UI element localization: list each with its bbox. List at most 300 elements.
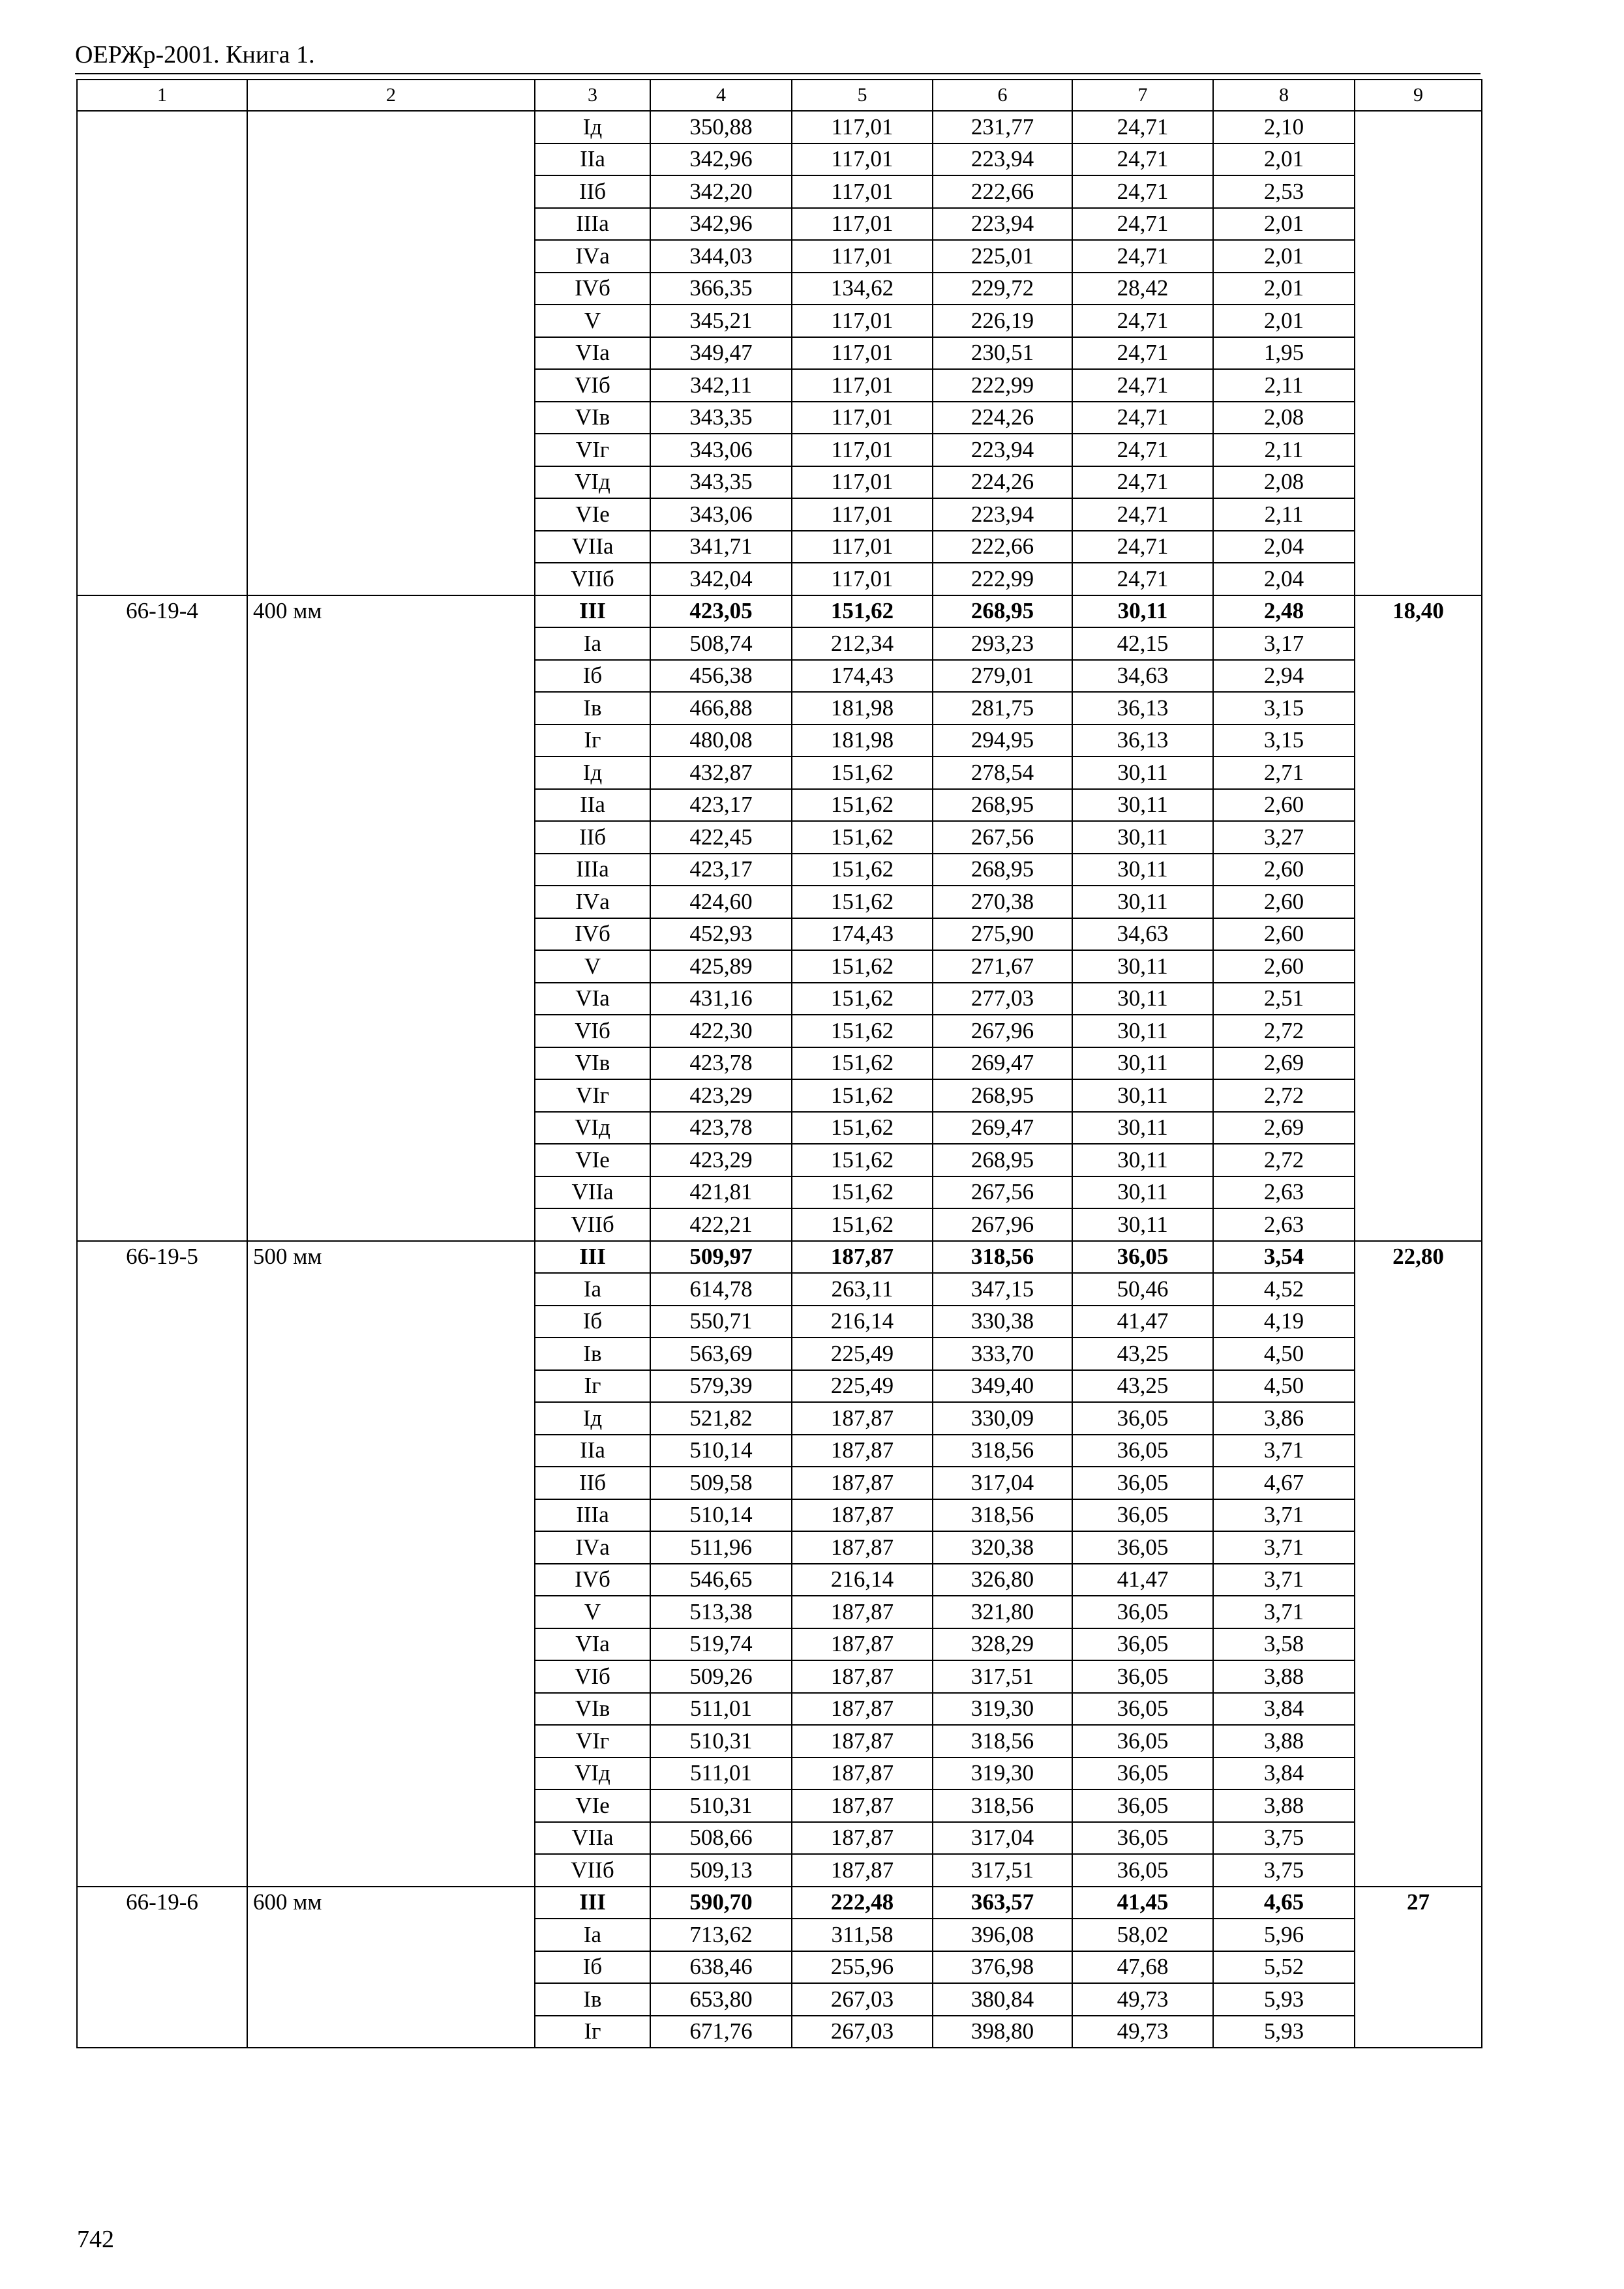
category-cell: IIа: [535, 143, 650, 176]
value-cell-6: 279,01: [933, 660, 1072, 693]
rates-table: [76, 79, 1482, 2048]
category-cell: IIIа: [535, 1499, 650, 1532]
value-cell-6: 222,99: [933, 563, 1072, 595]
value-cell-5: 151,62: [792, 1208, 933, 1241]
pipe-diameter-cell: 500 мм: [247, 1241, 535, 1887]
category-cell: VIг: [535, 434, 650, 466]
value-cell-8: 2,60: [1213, 789, 1355, 822]
value-cell-5: 263,11: [792, 1273, 933, 1306]
value-cell-6: 318,56: [933, 1435, 1072, 1467]
category-cell: Iа: [535, 627, 650, 660]
column-9-cell: [1355, 111, 1482, 595]
category-cell: VIIа: [535, 531, 650, 563]
category-cell: V: [535, 1596, 650, 1628]
value-cell-7: 34,63: [1072, 918, 1213, 951]
value-cell-5: 117,01: [792, 175, 933, 208]
value-cell-8: 3,71: [1213, 1564, 1355, 1596]
value-cell-5: 117,01: [792, 402, 933, 434]
value-cell-7: 30,11: [1072, 1079, 1213, 1112]
rates-table-body: [77, 80, 1482, 2048]
value-cell-7: 41,47: [1072, 1564, 1213, 1596]
value-cell-7: 24,71: [1072, 175, 1213, 208]
category-cell: VIв: [535, 402, 650, 434]
value-cell-5: 181,98: [792, 725, 933, 757]
category-cell: VIа: [535, 337, 650, 370]
value-cell-4: 423,29: [650, 1079, 792, 1112]
value-cell-5: 187,87: [792, 1725, 933, 1758]
category-cell: Iв: [535, 1983, 650, 2016]
value-cell-7: 36,13: [1072, 725, 1213, 757]
value-cell-5: 187,87: [792, 1758, 933, 1790]
value-cell-4: 466,88: [650, 692, 792, 725]
value-cell-7: 24,71: [1072, 240, 1213, 273]
value-cell-5: 151,62: [792, 756, 933, 789]
category-cell: V: [535, 950, 650, 983]
value-cell-5: 151,62: [792, 789, 933, 822]
category-cell: VIе: [535, 1789, 650, 1822]
value-cell-4: 519,74: [650, 1628, 792, 1661]
value-cell-6: 223,94: [933, 498, 1072, 531]
value-cell-7: 42,15: [1072, 627, 1213, 660]
category-cell: VIд: [535, 1758, 650, 1790]
value-cell-5: 187,87: [792, 1596, 933, 1628]
value-cell-7: 30,11: [1072, 950, 1213, 983]
value-cell-6: 318,56: [933, 1789, 1072, 1822]
value-cell-8: 5,93: [1213, 1983, 1355, 2016]
value-cell-4: 342,20: [650, 175, 792, 208]
pipe-diameter-cell: 400 мм: [247, 595, 535, 1241]
value-cell-6: 294,95: [933, 725, 1072, 757]
category-cell: IVа: [535, 886, 650, 918]
value-cell-7: 36,05: [1072, 1531, 1213, 1564]
category-cell: IVб: [535, 918, 650, 951]
value-cell-5: 174,43: [792, 918, 933, 951]
value-cell-8: 2,11: [1213, 498, 1355, 531]
rate-code-cell: 66-19-5: [77, 1241, 247, 1887]
value-cell-6: 230,51: [933, 337, 1072, 370]
value-cell-8: 3,88: [1213, 1789, 1355, 1822]
value-cell-8: 3,71: [1213, 1531, 1355, 1564]
value-cell-7: 30,11: [1072, 756, 1213, 789]
value-cell-8: 5,52: [1213, 1951, 1355, 1984]
value-cell-7: 24,71: [1072, 531, 1213, 563]
category-cell: IIб: [535, 821, 650, 854]
value-cell-7: 24,71: [1072, 498, 1213, 531]
column-number: 5: [792, 80, 933, 111]
category-cell: VIе: [535, 1144, 650, 1176]
category-cell: VIб: [535, 1015, 650, 1047]
rate-code-cell: [77, 111, 247, 595]
value-cell-7: 24,71: [1072, 466, 1213, 499]
value-cell-8: 4,19: [1213, 1306, 1355, 1338]
value-cell-4: 510,14: [650, 1435, 792, 1467]
value-cell-6: 349,40: [933, 1370, 1072, 1403]
value-cell-7: 24,71: [1072, 337, 1213, 370]
value-cell-8: 2,10: [1213, 111, 1355, 143]
value-cell-7: 30,11: [1072, 1047, 1213, 1080]
value-cell-6: 223,94: [933, 208, 1072, 241]
value-cell-4: 343,06: [650, 434, 792, 466]
value-cell-5: 174,43: [792, 660, 933, 693]
category-cell: Iг: [535, 2016, 650, 2048]
value-cell-6: 222,99: [933, 369, 1072, 402]
value-cell-4: 423,05: [650, 595, 792, 628]
value-cell-4: 508,74: [650, 627, 792, 660]
value-cell-6: 376,98: [933, 1951, 1072, 1984]
value-cell-4: 366,35: [650, 273, 792, 305]
value-cell-5: 151,62: [792, 1112, 933, 1144]
value-cell-7: 36,13: [1072, 692, 1213, 725]
value-cell-6: 320,38: [933, 1531, 1072, 1564]
category-cell: VIв: [535, 1047, 650, 1080]
value-cell-5: 151,62: [792, 983, 933, 1015]
value-cell-5: 267,03: [792, 1983, 933, 2016]
category-cell: Iв: [535, 1338, 650, 1370]
category-cell: VIIа: [535, 1822, 650, 1855]
value-cell-8: 5,96: [1213, 1919, 1355, 1951]
value-cell-4: 508,66: [650, 1822, 792, 1855]
value-cell-8: 2,11: [1213, 369, 1355, 402]
table-row: [77, 1241, 1482, 1274]
value-cell-4: 423,29: [650, 1144, 792, 1176]
category-cell: VIв: [535, 1693, 650, 1726]
value-cell-8: 2,01: [1213, 143, 1355, 176]
value-cell-5: 216,14: [792, 1306, 933, 1338]
value-cell-6: 223,94: [933, 434, 1072, 466]
value-cell-4: 423,78: [650, 1047, 792, 1080]
category-cell: VIIб: [535, 563, 650, 595]
value-cell-5: 216,14: [792, 1564, 933, 1596]
value-cell-4: 509,97: [650, 1241, 792, 1274]
value-cell-8: 3,54: [1213, 1241, 1355, 1274]
value-cell-6: 326,80: [933, 1564, 1072, 1596]
column-9-cell: 27: [1355, 1887, 1482, 2048]
column-number: 1: [77, 80, 247, 111]
value-cell-8: 3,58: [1213, 1628, 1355, 1661]
category-cell: IVб: [535, 1564, 650, 1596]
category-cell: IVа: [535, 240, 650, 273]
category-cell: IIIа: [535, 854, 650, 886]
value-cell-5: 187,87: [792, 1628, 933, 1661]
value-cell-4: 422,30: [650, 1015, 792, 1047]
value-cell-6: 222,66: [933, 175, 1072, 208]
value-cell-6: 268,95: [933, 595, 1072, 628]
value-cell-7: 36,05: [1072, 1435, 1213, 1467]
rate-code-cell: 66-19-6: [77, 1887, 247, 2048]
value-cell-4: 638,46: [650, 1951, 792, 1984]
value-cell-4: 342,11: [650, 369, 792, 402]
value-cell-7: 30,11: [1072, 886, 1213, 918]
table-row: [77, 1887, 1482, 1919]
value-cell-5: 117,01: [792, 305, 933, 337]
value-cell-7: 36,05: [1072, 1660, 1213, 1693]
value-cell-8: 3,15: [1213, 692, 1355, 725]
value-cell-8: 3,71: [1213, 1596, 1355, 1628]
value-cell-7: 36,05: [1072, 1467, 1213, 1499]
value-cell-4: 546,65: [650, 1564, 792, 1596]
category-cell: Iа: [535, 1273, 650, 1306]
value-cell-4: 509,26: [650, 1660, 792, 1693]
category-cell: VIб: [535, 369, 650, 402]
column-number: 4: [650, 80, 792, 111]
value-cell-4: 653,80: [650, 1983, 792, 2016]
value-cell-4: 614,78: [650, 1273, 792, 1306]
category-cell: III: [535, 595, 650, 628]
value-cell-7: 58,02: [1072, 1919, 1213, 1951]
category-cell: III: [535, 1887, 650, 1919]
value-cell-7: 36,05: [1072, 1725, 1213, 1758]
value-cell-5: 187,87: [792, 1854, 933, 1887]
value-cell-8: 2,94: [1213, 660, 1355, 693]
value-cell-5: 187,87: [792, 1531, 933, 1564]
value-cell-5: 225,49: [792, 1370, 933, 1403]
value-cell-8: 4,65: [1213, 1887, 1355, 1919]
value-cell-6: 396,08: [933, 1919, 1072, 1951]
value-cell-4: 510,31: [650, 1725, 792, 1758]
value-cell-5: 225,49: [792, 1338, 933, 1370]
value-cell-6: 318,56: [933, 1499, 1072, 1532]
category-cell: IVб: [535, 273, 650, 305]
category-cell: IVа: [535, 1531, 650, 1564]
category-cell: VIIб: [535, 1208, 650, 1241]
category-cell: VIб: [535, 1660, 650, 1693]
value-cell-5: 212,34: [792, 627, 933, 660]
value-cell-8: 2,48: [1213, 595, 1355, 628]
category-cell: VIа: [535, 1628, 650, 1661]
value-cell-4: 345,21: [650, 305, 792, 337]
value-cell-8: 2,08: [1213, 402, 1355, 434]
value-cell-7: 36,05: [1072, 1241, 1213, 1274]
category-cell: VIд: [535, 466, 650, 499]
value-cell-7: 28,42: [1072, 273, 1213, 305]
value-cell-7: 47,68: [1072, 1951, 1213, 1984]
value-cell-6: 319,30: [933, 1758, 1072, 1790]
value-cell-4: 342,96: [650, 208, 792, 241]
value-cell-6: 270,38: [933, 886, 1072, 918]
value-cell-8: 3,71: [1213, 1499, 1355, 1532]
value-cell-8: 2,60: [1213, 854, 1355, 886]
value-cell-6: 328,29: [933, 1628, 1072, 1661]
value-cell-6: 268,95: [933, 789, 1072, 822]
value-cell-5: 187,87: [792, 1822, 933, 1855]
value-cell-5: 187,87: [792, 1435, 933, 1467]
pipe-diameter-cell: [247, 111, 535, 595]
value-cell-7: 24,71: [1072, 143, 1213, 176]
value-cell-6: 225,01: [933, 240, 1072, 273]
value-cell-7: 36,05: [1072, 1854, 1213, 1887]
value-cell-8: 2,08: [1213, 466, 1355, 499]
value-cell-7: 24,71: [1072, 434, 1213, 466]
value-cell-5: 117,01: [792, 498, 933, 531]
value-cell-4: 509,13: [650, 1854, 792, 1887]
value-cell-5: 187,87: [792, 1467, 933, 1499]
value-cell-6: 318,56: [933, 1241, 1072, 1274]
value-cell-4: 344,03: [650, 240, 792, 273]
category-cell: Iд: [535, 756, 650, 789]
value-cell-7: 36,05: [1072, 1822, 1213, 1855]
value-cell-6: 226,19: [933, 305, 1072, 337]
value-cell-5: 187,87: [792, 1402, 933, 1435]
value-cell-6: 269,47: [933, 1112, 1072, 1144]
value-cell-7: 43,25: [1072, 1338, 1213, 1370]
page-header: ОЕРЖр-2001. Книга 1.: [75, 41, 315, 68]
value-cell-8: 4,50: [1213, 1370, 1355, 1403]
value-cell-6: 231,77: [933, 111, 1072, 143]
category-cell: Iг: [535, 725, 650, 757]
value-cell-8: 3,84: [1213, 1693, 1355, 1726]
value-cell-6: 319,30: [933, 1693, 1072, 1726]
category-cell: Iд: [535, 111, 650, 143]
value-cell-6: 317,04: [933, 1467, 1072, 1499]
value-cell-6: 267,96: [933, 1208, 1072, 1241]
category-cell: VIе: [535, 498, 650, 531]
value-cell-5: 151,62: [792, 821, 933, 854]
category-cell: IIа: [535, 789, 650, 822]
value-cell-8: 3,27: [1213, 821, 1355, 854]
value-cell-8: 1,95: [1213, 337, 1355, 370]
category-cell: Iб: [535, 660, 650, 693]
category-cell: VIа: [535, 983, 650, 1015]
value-cell-6: 271,67: [933, 950, 1072, 983]
value-cell-5: 151,62: [792, 1047, 933, 1080]
category-cell: IIб: [535, 1467, 650, 1499]
value-cell-4: 590,70: [650, 1887, 792, 1919]
value-cell-7: 24,71: [1072, 111, 1213, 143]
value-cell-8: 2,01: [1213, 208, 1355, 241]
value-cell-8: 3,17: [1213, 627, 1355, 660]
value-cell-7: 30,11: [1072, 983, 1213, 1015]
value-cell-7: 43,25: [1072, 1370, 1213, 1403]
value-cell-5: 117,01: [792, 434, 933, 466]
value-cell-4: 423,17: [650, 854, 792, 886]
value-cell-7: 36,05: [1072, 1758, 1213, 1790]
value-cell-4: 422,45: [650, 821, 792, 854]
value-cell-7: 34,63: [1072, 660, 1213, 693]
category-cell: VIд: [535, 1112, 650, 1144]
value-cell-7: 30,11: [1072, 595, 1213, 628]
value-cell-4: 424,60: [650, 886, 792, 918]
value-cell-8: 4,50: [1213, 1338, 1355, 1370]
value-cell-8: 2,51: [1213, 983, 1355, 1015]
value-cell-6: 268,95: [933, 1144, 1072, 1176]
category-cell: VIг: [535, 1725, 650, 1758]
pipe-diameter-cell: 600 мм: [247, 1887, 535, 2048]
value-cell-5: 187,87: [792, 1660, 933, 1693]
value-cell-5: 151,62: [792, 595, 933, 628]
value-cell-7: 36,05: [1072, 1693, 1213, 1726]
value-cell-6: 267,56: [933, 1176, 1072, 1209]
value-cell-8: 2,72: [1213, 1079, 1355, 1112]
value-cell-8: 2,04: [1213, 563, 1355, 595]
value-cell-8: 2,04: [1213, 531, 1355, 563]
column-number: 2: [247, 80, 535, 111]
value-cell-4: 511,01: [650, 1693, 792, 1726]
value-cell-4: 521,82: [650, 1402, 792, 1435]
value-cell-5: 151,62: [792, 1079, 933, 1112]
value-cell-7: 30,11: [1072, 1176, 1213, 1209]
value-cell-7: 36,05: [1072, 1596, 1213, 1628]
value-cell-5: 187,87: [792, 1789, 933, 1822]
value-cell-7: 49,73: [1072, 1983, 1213, 2016]
value-cell-4: 563,69: [650, 1338, 792, 1370]
value-cell-8: 4,52: [1213, 1273, 1355, 1306]
value-cell-5: 151,62: [792, 886, 933, 918]
value-cell-7: 30,11: [1072, 1112, 1213, 1144]
value-cell-6: 224,26: [933, 466, 1072, 499]
value-cell-5: 117,01: [792, 337, 933, 370]
value-cell-4: 550,71: [650, 1306, 792, 1338]
column-number: 8: [1213, 80, 1355, 111]
category-cell: IIб: [535, 175, 650, 208]
value-cell-4: 341,71: [650, 531, 792, 563]
table-row: [77, 111, 1482, 143]
value-cell-4: 511,96: [650, 1531, 792, 1564]
value-cell-8: 5,93: [1213, 2016, 1355, 2048]
value-cell-4: 343,35: [650, 402, 792, 434]
value-cell-8: 2,71: [1213, 756, 1355, 789]
value-cell-6: 229,72: [933, 273, 1072, 305]
value-cell-5: 134,62: [792, 273, 933, 305]
value-cell-8: 2,60: [1213, 886, 1355, 918]
value-cell-8: 4,67: [1213, 1467, 1355, 1499]
page-number: 742: [77, 2226, 114, 2253]
value-cell-8: 3,15: [1213, 725, 1355, 757]
value-cell-4: 350,88: [650, 111, 792, 143]
value-cell-5: 117,01: [792, 143, 933, 176]
category-cell: Iб: [535, 1951, 650, 1984]
value-cell-8: 2,60: [1213, 918, 1355, 951]
value-cell-4: 480,08: [650, 725, 792, 757]
value-cell-4: 713,62: [650, 1919, 792, 1951]
value-cell-7: 36,05: [1072, 1402, 1213, 1435]
value-cell-4: 343,06: [650, 498, 792, 531]
rate-code-cell: 66-19-4: [77, 595, 247, 1241]
value-cell-7: 30,11: [1072, 854, 1213, 886]
value-cell-5: 267,03: [792, 2016, 933, 2048]
value-cell-8: 2,01: [1213, 305, 1355, 337]
value-cell-4: 342,04: [650, 563, 792, 595]
value-cell-6: 267,96: [933, 1015, 1072, 1047]
value-cell-5: 117,01: [792, 369, 933, 402]
category-cell: V: [535, 305, 650, 337]
value-cell-4: 579,39: [650, 1370, 792, 1403]
value-cell-7: 30,11: [1072, 789, 1213, 822]
value-cell-4: 425,89: [650, 950, 792, 983]
value-cell-7: 41,47: [1072, 1306, 1213, 1338]
value-cell-6: 347,15: [933, 1273, 1072, 1306]
value-cell-5: 117,01: [792, 240, 933, 273]
value-cell-6: 317,04: [933, 1822, 1072, 1855]
value-cell-4: 423,17: [650, 789, 792, 822]
value-cell-4: 456,38: [650, 660, 792, 693]
value-cell-7: 24,71: [1072, 402, 1213, 434]
value-cell-8: 3,71: [1213, 1435, 1355, 1467]
value-cell-6: 275,90: [933, 918, 1072, 951]
category-cell: IIа: [535, 1435, 650, 1467]
value-cell-7: 30,11: [1072, 1015, 1213, 1047]
value-cell-4: 513,38: [650, 1596, 792, 1628]
value-cell-6: 277,03: [933, 983, 1072, 1015]
value-cell-4: 432,87: [650, 756, 792, 789]
value-cell-4: 509,58: [650, 1467, 792, 1499]
value-cell-7: 24,71: [1072, 369, 1213, 402]
value-cell-6: 293,23: [933, 627, 1072, 660]
value-cell-6: 330,38: [933, 1306, 1072, 1338]
value-cell-4: 422,21: [650, 1208, 792, 1241]
category-cell: VIIб: [535, 1854, 650, 1887]
value-cell-5: 151,62: [792, 854, 933, 886]
category-cell: VIIа: [535, 1176, 650, 1209]
